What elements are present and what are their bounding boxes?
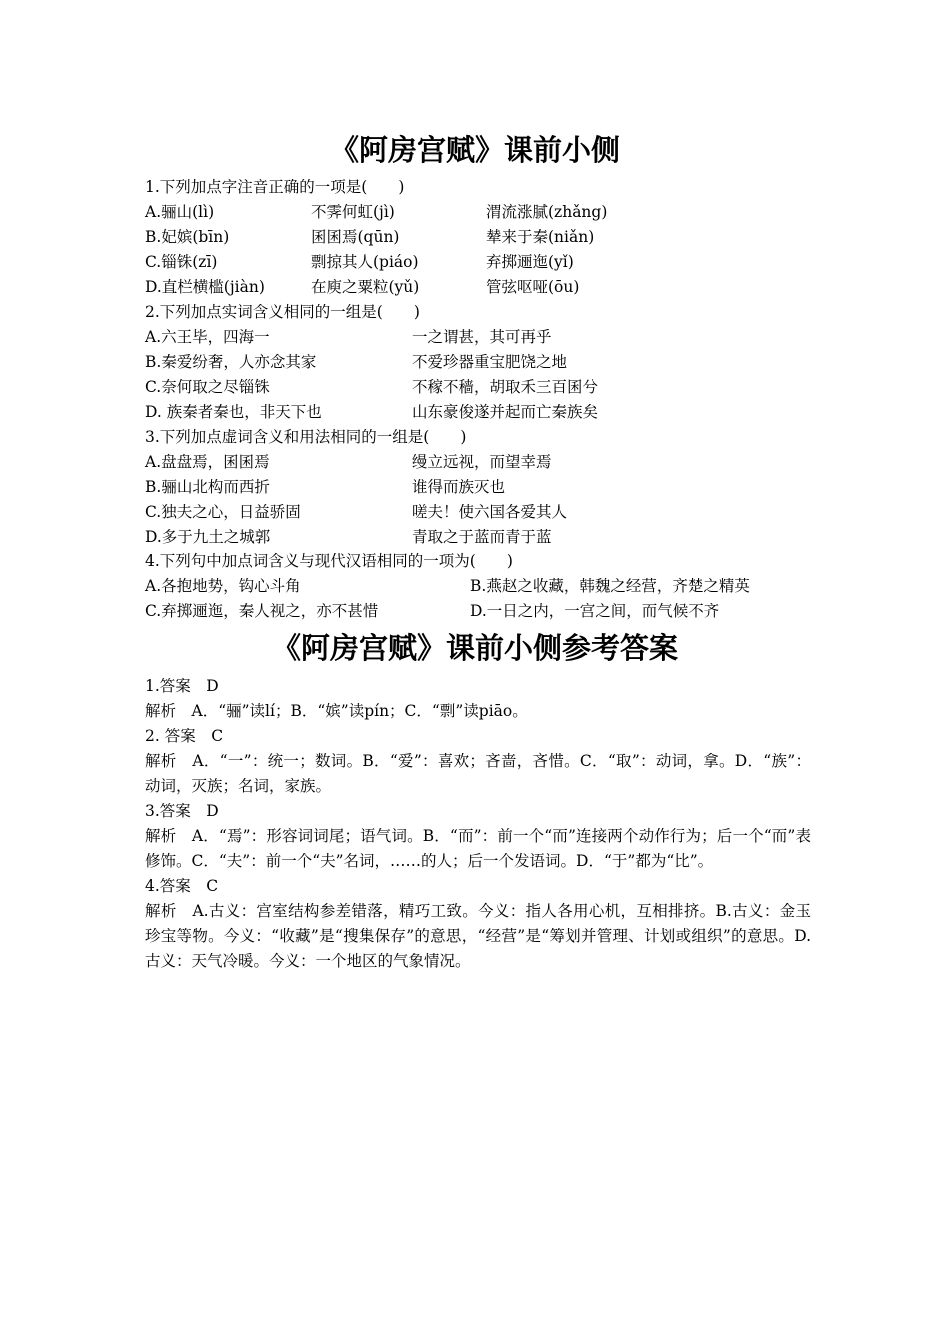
option-row [145, 200, 815, 225]
answer-analysis: 解析 A.古义：宫室结构参差错落，精巧工致。今义：指人各用心机，互相排挤。B.古义：金玉珍宝等物。今义：“收藏”是“搜集保存”的意思，“经营”是“筹划并管理、计划或组织”的意思。D.古义：天气冷暖。今义：一个地区的气象情况。 [145, 902, 811, 970]
option-text: A.各抱地势，钩心斗角 [145, 577, 301, 595]
option-row [145, 225, 815, 250]
option-row [145, 475, 815, 500]
question-1 [145, 175, 815, 300]
option-text: C.锱铢(zī) [145, 253, 218, 271]
option-text: 管弦呕哑(ōu) [486, 278, 580, 296]
answer-head: 4.答案 C [145, 877, 219, 895]
option-text: 不爱珍器重宝肥饶之地 [412, 353, 568, 371]
page-title: 《阿房宫赋》课前小侧 [329, 133, 620, 167]
option-text: C.奈何取之尽锱铢 [145, 378, 270, 396]
option-row [145, 350, 815, 375]
option-row [145, 500, 815, 525]
option-row [145, 375, 815, 400]
option-text: 剽掠其人(piáo) [311, 253, 419, 271]
option-text: A.骊山(lì) [145, 203, 215, 221]
question-2 [145, 300, 815, 425]
answer-head: 2. 答案 C [145, 727, 224, 745]
option-text: B.秦爱纷奢，人亦念其家 [145, 353, 317, 371]
option-text: 一之谓甚，其可再乎 [412, 328, 552, 346]
option-row [145, 250, 815, 275]
answer-analysis: 解析 A．“焉”：形容词词尾；语气词。B．“而”：前一个“而”连接两个动作行为；后一个“而”表修饰。C．“夫”：前一个“夫”名词，……的人；后一个发语词。D．“于”都为“比”。 [145, 827, 811, 870]
option-text: 不稼不穑，胡取禾三百囷兮 [412, 378, 599, 396]
question-stem: 4.下列句中加点词含义与现代汉语相同的一项为( ) [145, 552, 513, 570]
question-stem: 2.下列加点实词含义相同的一组是( ) [145, 303, 420, 321]
option-text: B.骊山北构而西折 [145, 478, 270, 496]
option-row [145, 450, 815, 475]
option-text: B.燕赵之收藏，韩魏之经营，齐楚之精英 [470, 577, 750, 595]
option-text: 青取之于蓝而青于蓝 [412, 528, 552, 546]
option-text: 在庾之粟粒(yǔ) [311, 278, 420, 296]
answers-section [145, 674, 811, 974]
question-stem: 1.下列加点字注音正确的一项是( ) [145, 178, 405, 196]
option-text: D.一日之内，一宫之间，而气候不齐 [470, 602, 720, 620]
option-row [145, 525, 815, 550]
option-text: D. 族秦者秦也，非天下也 [145, 403, 322, 421]
option-row [145, 400, 815, 425]
option-text: D.多于九土之城郭 [145, 528, 271, 546]
option-text: 不霁何虹(jì) [311, 203, 395, 221]
option-text: A.盘盘焉，囷囷焉 [145, 453, 270, 471]
option-text: 弃掷逦迤(yǐ) [486, 253, 574, 271]
option-row [145, 275, 815, 300]
option-text: A.六王毕，四海一 [145, 328, 270, 346]
option-text: 渭流涨腻(zhǎng) [486, 203, 608, 221]
option-text: 缦立远视，而望幸焉 [412, 453, 552, 471]
option-text: D.直栏横槛(jiàn) [145, 278, 265, 296]
option-text: B.妃嫔(bīn) [145, 228, 230, 246]
option-text: C.独夫之心，日益骄固 [145, 503, 301, 521]
question-3 [145, 425, 815, 550]
option-text: 山东豪俊遂并起而亡秦族矣 [412, 403, 599, 421]
option-text: C.弃掷逦迤，秦人视之，亦不甚惜 [145, 602, 379, 620]
option-text: 囷囷焉(qūn) [311, 228, 400, 246]
answer-title: 《阿房宫赋》课前小侧参考答案 [271, 631, 678, 665]
option-row [145, 325, 815, 350]
answer-head: 3.答案 D [145, 802, 219, 820]
option-text: 谁得而族灭也 [412, 478, 506, 496]
answer-head: 1.答案 D [145, 677, 219, 695]
answer-analysis: 解析 A．“一”：统一；数词。B．“爱”：喜欢；吝啬，吝惜。C．“取”：动词，拿。D．“族”：动词，灭族；名词，家族。 [145, 752, 811, 795]
question-4 [145, 549, 815, 624]
option-text: 辇来于秦(niǎn) [486, 228, 595, 246]
option-row [145, 599, 815, 624]
option-text: 嗟夫！使六国各爱其人 [412, 503, 568, 521]
question-stem: 3.下列加点虚词含义和用法相同的一组是( ) [145, 428, 467, 446]
option-row [145, 574, 815, 599]
answer-analysis: 解析 A．“骊”读lí；B．“嫔”读pín；C．“剽”读piāo。 [145, 702, 528, 720]
